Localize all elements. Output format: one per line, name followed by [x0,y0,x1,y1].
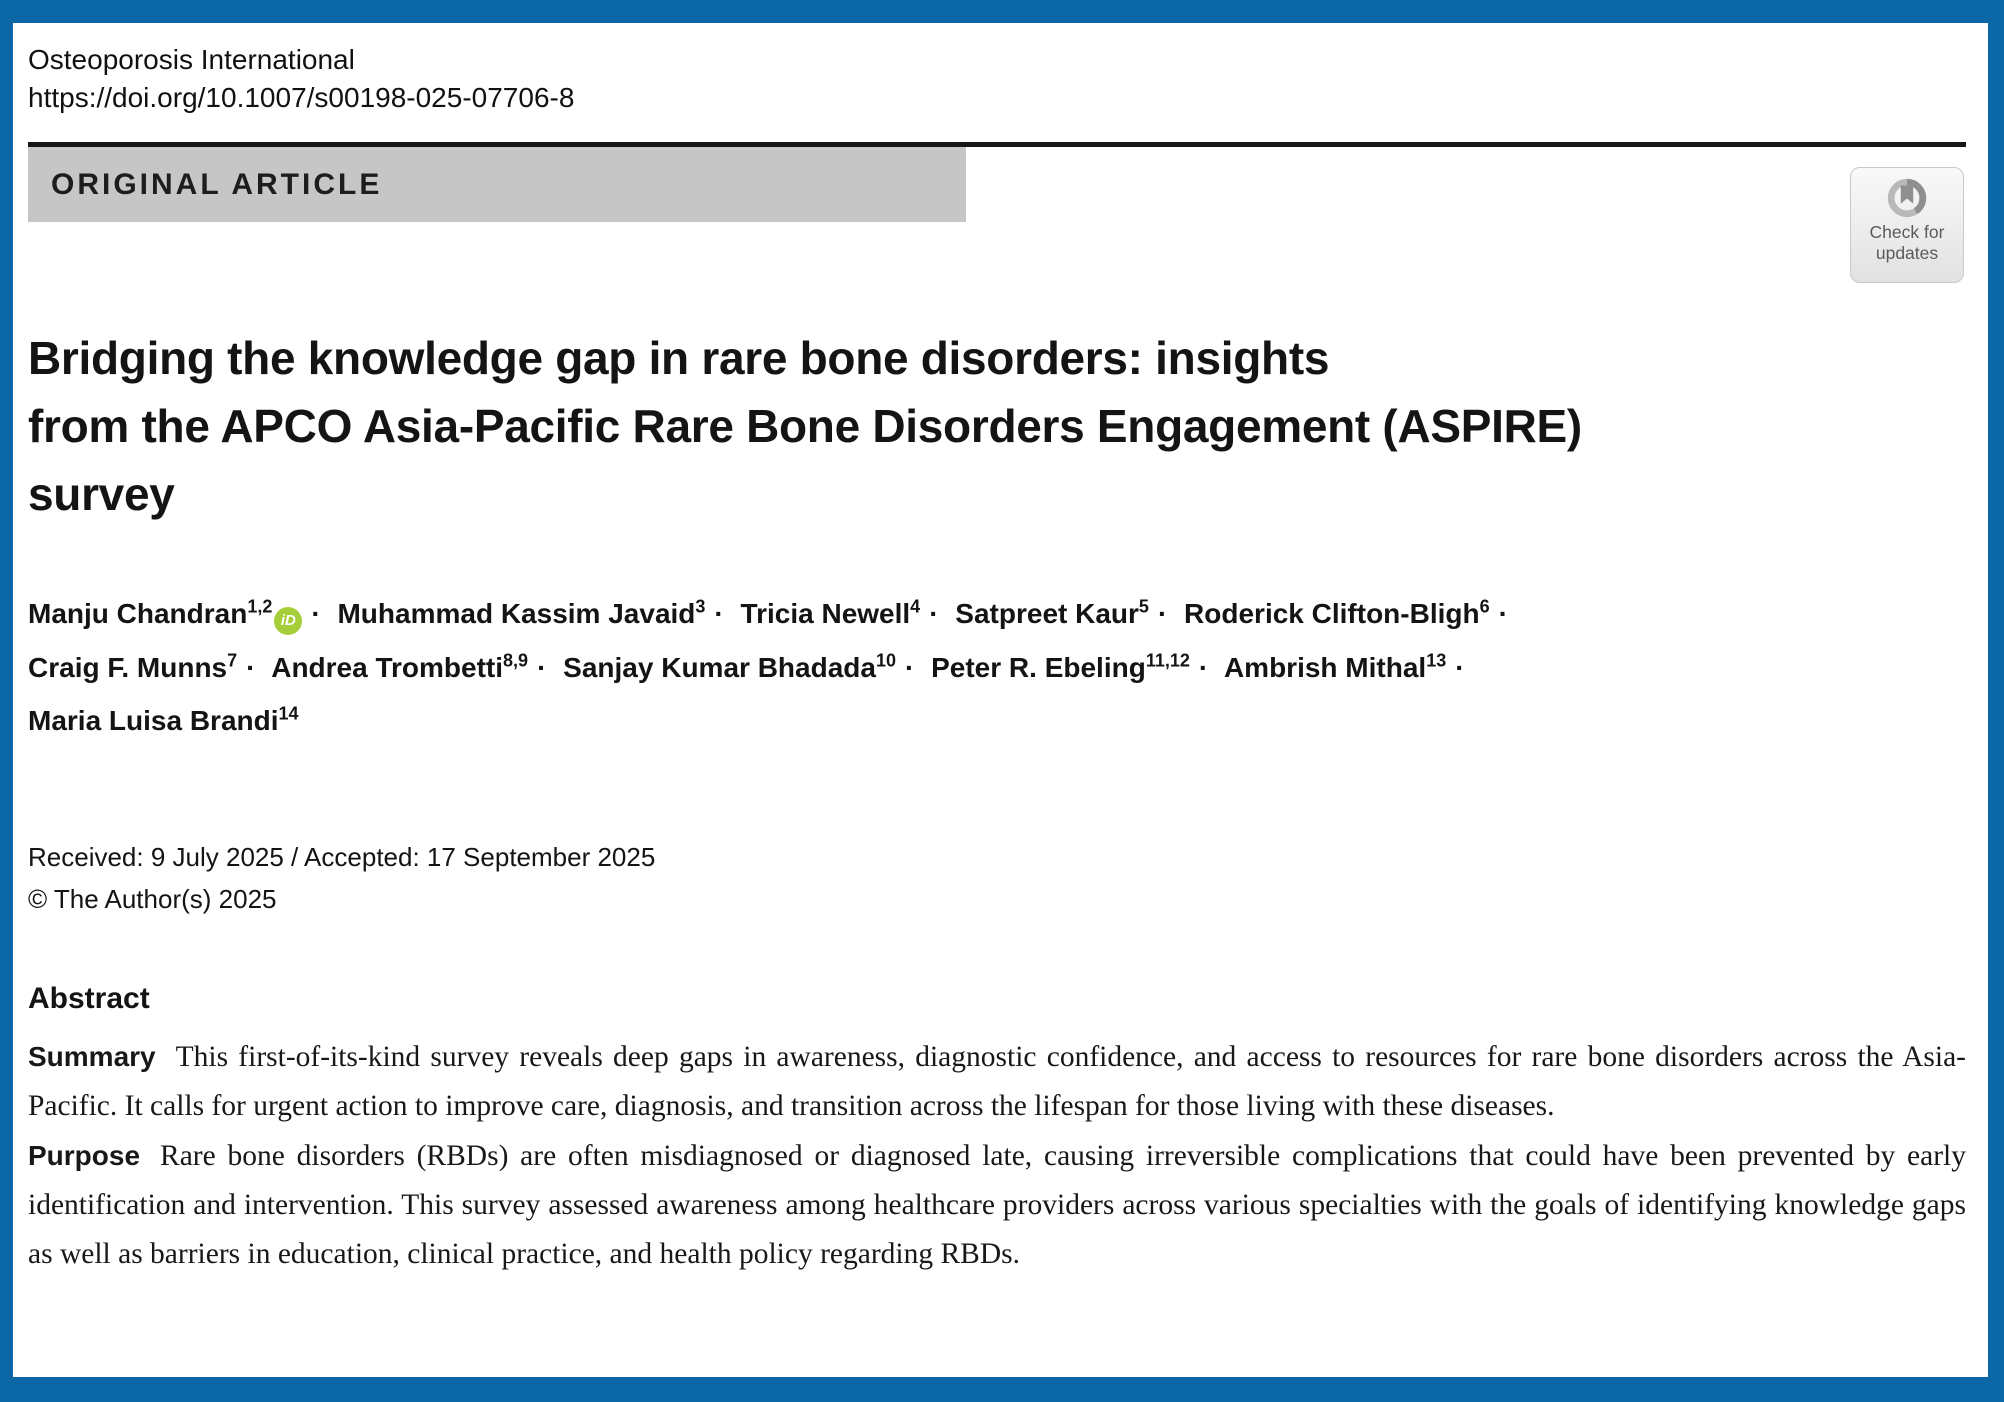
dates-block [28,836,1966,920]
banner-row [28,147,1966,263]
authors-block [28,584,1966,744]
received-accepted: Received: 9 July 2025 / Accepted: 17 September 2025 [28,841,656,872]
check-updates-text-line2: updates [1875,243,1939,263]
author: Peter R. Ebeling$^{11,12}$ [931,650,1190,683]
check-updates-text-line1: Check for [1869,222,1945,242]
journal-name: Osteoporosis International [28,44,355,75]
article-title [28,324,1966,528]
author: Muhammad Kassim Javaid$^3$ [337,597,706,630]
summary-label: Summary [28,1040,156,1072]
author-separator: · [1198,651,1209,683]
author-separator: · [311,598,321,630]
author-separator: · [929,598,939,630]
purpose-label: Purpose [28,1139,141,1171]
author-separator: · [537,651,547,683]
author: Roderick Clifton-Bligh$^6$ [1184,597,1490,630]
author-separator: · [1498,598,1508,630]
title-line-2: from the APCO Asia-Pacific Rare Bone Disorders Engagement (ASPIRE) [28,400,1582,452]
title-line-1: Bridging the knowledge gap in rare bone disorders: insights [28,332,1330,384]
author: Tricia Newell$^4$ [740,597,921,630]
doi-link[interactable]: https://doi.org/10.1007/s00198-025-07706-8 [28,82,575,113]
orcid-icon[interactable]: iD [274,607,302,635]
summary-text: This first-of-its-kind survey reveals deep gaps in awareness, diagnostic confidence, and access to resources for rare bone disorders across the Asia-Pacific. It calls for urgent action to improve care, diagnosis, and transition across the lifespan for those living with these diseases. [28,1040,1966,1122]
article-page [13,23,1988,1377]
author: Craig F. Munns$^7$ [28,650,238,683]
author-separator: · [904,651,915,683]
author-line-3 [28,691,1966,744]
author-separator: · [1157,598,1168,630]
abstract-body [28,1032,1966,1279]
article-type-label: ORIGINAL ARTICLE [51,167,383,201]
copyright-line: © The Author(s) 2025 [28,883,277,914]
purpose-text: Rare bone disorders (RBDs) are often misdiagnosed or diagnosed late, causing irreversible complications that could have been prevented by early identification and intervention. This survey assessed awareness among healthcare providers across various specialties with the goals of identifying knowledge gaps as well as barriers in education, clinical practice, and health policy regarding RBDs. [28,1139,1966,1270]
article-type-banner [28,147,966,222]
author-separator: · [1455,651,1465,683]
author: Maria Luisa Brandi$^{14}$ [28,703,299,736]
check-updates-icon [1884,175,1930,221]
author-separator: · [714,598,724,630]
author: Ambrish Mithal$^{13}$ [1223,650,1447,683]
title-line-3: survey [28,468,175,520]
abstract-purpose-paragraph [28,1131,1966,1279]
author-separator: · [246,651,256,683]
author-line-2 [28,637,1966,690]
author: Andrea Trombetti$^{8,9}$ [271,650,529,683]
abstract-summary-paragraph [28,1032,1966,1131]
check-for-updates-badge[interactable] [1850,167,1964,283]
abstract-heading: Abstract [28,981,150,1015]
author: Manju Chandran$^{1,2}$ [28,597,273,630]
author-line-1 [28,584,1966,637]
author: Satpreet Kaur$^5$ [955,597,1149,630]
author: Sanjay Kumar Bhadada$^{10}$ [563,650,896,683]
